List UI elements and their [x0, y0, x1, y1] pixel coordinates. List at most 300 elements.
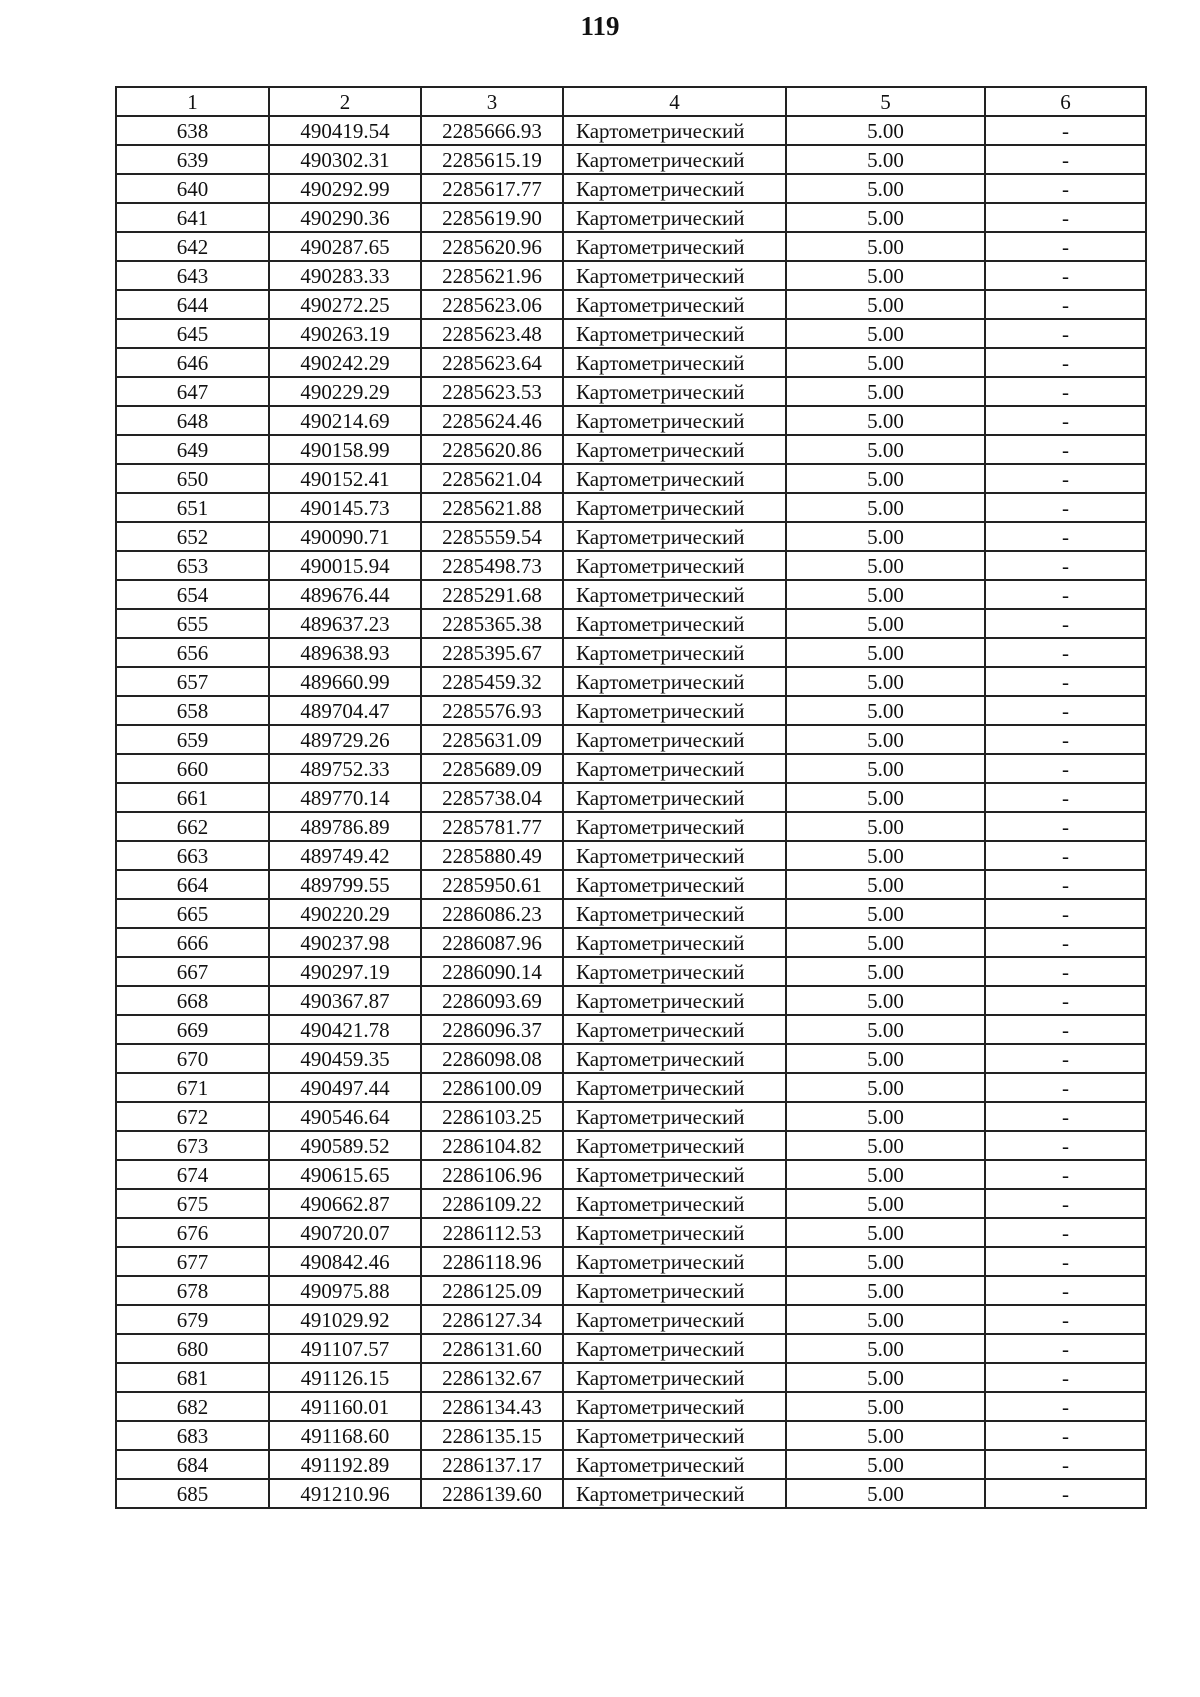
x-coordinate-cell: 490237.98	[269, 928, 421, 957]
method-cell: Картометрический	[563, 696, 786, 725]
x-coordinate-cell: 491126.15	[269, 1363, 421, 1392]
point-number-cell: 667	[116, 957, 269, 986]
note-cell: -	[985, 406, 1146, 435]
accuracy-cell: 5.00	[786, 1073, 985, 1102]
column-header-5: 5	[786, 87, 985, 116]
method-cell: Картометрический	[563, 464, 786, 493]
column-header-4: 4	[563, 87, 786, 116]
column-header-2: 2	[269, 87, 421, 116]
point-number-cell: 642	[116, 232, 269, 261]
note-cell: -	[985, 1305, 1146, 1334]
y-coordinate-cell: 2285576.93	[421, 696, 563, 725]
x-coordinate-cell: 490287.65	[269, 232, 421, 261]
table-row	[116, 174, 1146, 203]
note-cell: -	[985, 609, 1146, 638]
y-coordinate-cell: 2285624.46	[421, 406, 563, 435]
x-coordinate-cell: 489638.93	[269, 638, 421, 667]
y-coordinate-cell: 2285291.68	[421, 580, 563, 609]
method-cell: Картометрический	[563, 232, 786, 261]
table-row	[116, 1015, 1146, 1044]
point-number-cell: 649	[116, 435, 269, 464]
y-coordinate-cell: 2285781.77	[421, 812, 563, 841]
note-cell: -	[985, 174, 1146, 203]
x-coordinate-cell: 490214.69	[269, 406, 421, 435]
point-number-cell: 683	[116, 1421, 269, 1450]
table-row	[116, 1334, 1146, 1363]
table-row	[116, 754, 1146, 783]
x-coordinate-cell: 490842.46	[269, 1247, 421, 1276]
point-number-cell: 652	[116, 522, 269, 551]
note-cell: -	[985, 928, 1146, 957]
point-number-cell: 675	[116, 1189, 269, 1218]
point-number-cell: 681	[116, 1363, 269, 1392]
point-number-cell: 669	[116, 1015, 269, 1044]
y-coordinate-cell: 2286137.17	[421, 1450, 563, 1479]
method-cell: Картометрический	[563, 1073, 786, 1102]
method-cell: Картометрический	[563, 1131, 786, 1160]
point-number-cell: 655	[116, 609, 269, 638]
note-cell: -	[985, 1044, 1146, 1073]
accuracy-cell: 5.00	[786, 406, 985, 435]
x-coordinate-cell: 490292.99	[269, 174, 421, 203]
method-cell: Картометрический	[563, 1102, 786, 1131]
note-cell: -	[985, 667, 1146, 696]
table-row	[116, 638, 1146, 667]
note-cell: -	[985, 522, 1146, 551]
point-number-cell: 651	[116, 493, 269, 522]
table-row	[116, 435, 1146, 464]
point-number-cell: 638	[116, 116, 269, 145]
accuracy-cell: 5.00	[786, 1102, 985, 1131]
point-number-cell: 640	[116, 174, 269, 203]
note-cell: -	[985, 116, 1146, 145]
method-cell: Картометрический	[563, 667, 786, 696]
y-coordinate-cell: 2285623.64	[421, 348, 563, 377]
accuracy-cell: 5.00	[786, 1218, 985, 1247]
y-coordinate-cell: 2286118.96	[421, 1247, 563, 1276]
accuracy-cell: 5.00	[786, 493, 985, 522]
table-row	[116, 1479, 1146, 1508]
method-cell: Картометрический	[563, 551, 786, 580]
accuracy-cell: 5.00	[786, 754, 985, 783]
y-coordinate-cell: 2285498.73	[421, 551, 563, 580]
method-cell: Картометрический	[563, 116, 786, 145]
x-coordinate-cell: 490145.73	[269, 493, 421, 522]
accuracy-cell: 5.00	[786, 464, 985, 493]
y-coordinate-cell: 2285620.86	[421, 435, 563, 464]
table-row	[116, 725, 1146, 754]
table-row	[116, 928, 1146, 957]
table-row	[116, 580, 1146, 609]
method-cell: Картометрический	[563, 1276, 786, 1305]
note-cell: -	[985, 870, 1146, 899]
accuracy-cell: 5.00	[786, 522, 985, 551]
table-row	[116, 783, 1146, 812]
accuracy-cell: 5.00	[786, 1392, 985, 1421]
x-coordinate-cell: 489786.89	[269, 812, 421, 841]
y-coordinate-cell: 2285459.32	[421, 667, 563, 696]
accuracy-cell: 5.00	[786, 290, 985, 319]
method-cell: Картометрический	[563, 145, 786, 174]
accuracy-cell: 5.00	[786, 1305, 985, 1334]
table-row	[116, 145, 1146, 174]
table-row	[116, 464, 1146, 493]
y-coordinate-cell: 2285689.09	[421, 754, 563, 783]
table-row	[116, 841, 1146, 870]
note-cell: -	[985, 1421, 1146, 1450]
table-row	[116, 696, 1146, 725]
y-coordinate-cell: 2286103.25	[421, 1102, 563, 1131]
x-coordinate-cell: 489749.42	[269, 841, 421, 870]
method-cell: Картометрический	[563, 870, 786, 899]
point-number-cell: 661	[116, 783, 269, 812]
x-coordinate-cell: 490459.35	[269, 1044, 421, 1073]
method-cell: Картометрический	[563, 1363, 786, 1392]
y-coordinate-cell: 2285365.38	[421, 609, 563, 638]
accuracy-cell: 5.00	[786, 203, 985, 232]
y-coordinate-cell: 2285623.48	[421, 319, 563, 348]
x-coordinate-cell: 489752.33	[269, 754, 421, 783]
point-number-cell: 657	[116, 667, 269, 696]
table-row	[116, 1189, 1146, 1218]
point-number-cell: 658	[116, 696, 269, 725]
table-row	[116, 1305, 1146, 1334]
x-coordinate-cell: 490589.52	[269, 1131, 421, 1160]
table-row	[116, 1363, 1146, 1392]
note-cell: -	[985, 725, 1146, 754]
x-coordinate-cell: 491168.60	[269, 1421, 421, 1450]
accuracy-cell: 5.00	[786, 1421, 985, 1450]
table-row	[116, 290, 1146, 319]
note-cell: -	[985, 1363, 1146, 1392]
y-coordinate-cell: 2286106.96	[421, 1160, 563, 1189]
method-cell: Картометрический	[563, 783, 786, 812]
y-coordinate-cell: 2285623.06	[421, 290, 563, 319]
accuracy-cell: 5.00	[786, 551, 985, 580]
method-cell: Картометрический	[563, 841, 786, 870]
accuracy-cell: 5.00	[786, 1160, 985, 1189]
method-cell: Картометрический	[563, 1392, 786, 1421]
method-cell: Картометрический	[563, 1450, 786, 1479]
x-coordinate-cell: 489770.14	[269, 783, 421, 812]
table-row	[116, 667, 1146, 696]
accuracy-cell: 5.00	[786, 145, 985, 174]
x-coordinate-cell: 490220.29	[269, 899, 421, 928]
table-row	[116, 986, 1146, 1015]
accuracy-cell: 5.00	[786, 377, 985, 406]
note-cell: -	[985, 203, 1146, 232]
table-row	[116, 522, 1146, 551]
note-cell: -	[985, 1450, 1146, 1479]
point-number-cell: 666	[116, 928, 269, 957]
method-cell: Картометрический	[563, 1160, 786, 1189]
note-cell: -	[985, 1247, 1146, 1276]
point-number-cell: 656	[116, 638, 269, 667]
point-number-cell: 678	[116, 1276, 269, 1305]
x-coordinate-cell: 490272.25	[269, 290, 421, 319]
y-coordinate-cell: 2286098.08	[421, 1044, 563, 1073]
y-coordinate-cell: 2286125.09	[421, 1276, 563, 1305]
x-coordinate-cell: 490615.65	[269, 1160, 421, 1189]
note-cell: -	[985, 638, 1146, 667]
x-coordinate-cell: 491029.92	[269, 1305, 421, 1334]
y-coordinate-cell: 2285617.77	[421, 174, 563, 203]
y-coordinate-cell: 2285631.09	[421, 725, 563, 754]
x-coordinate-cell: 490158.99	[269, 435, 421, 464]
x-coordinate-cell: 490662.87	[269, 1189, 421, 1218]
y-coordinate-cell: 2285621.96	[421, 261, 563, 290]
method-cell: Картометрический	[563, 580, 786, 609]
x-coordinate-cell: 490229.29	[269, 377, 421, 406]
note-cell: -	[985, 812, 1146, 841]
y-coordinate-cell: 2286104.82	[421, 1131, 563, 1160]
table-row	[116, 1218, 1146, 1247]
table-row	[116, 1044, 1146, 1073]
x-coordinate-cell: 490283.33	[269, 261, 421, 290]
x-coordinate-cell: 490297.19	[269, 957, 421, 986]
y-coordinate-cell: 2286132.67	[421, 1363, 563, 1392]
note-cell: -	[985, 1392, 1146, 1421]
y-coordinate-cell: 2286131.60	[421, 1334, 563, 1363]
page-number: 119	[580, 11, 620, 41]
accuracy-cell: 5.00	[786, 1247, 985, 1276]
method-cell: Картометрический	[563, 928, 786, 957]
x-coordinate-cell: 491160.01	[269, 1392, 421, 1421]
method-cell: Картометрический	[563, 290, 786, 319]
x-coordinate-cell: 490975.88	[269, 1276, 421, 1305]
x-coordinate-cell: 489637.23	[269, 609, 421, 638]
note-cell: -	[985, 261, 1146, 290]
point-number-cell: 665	[116, 899, 269, 928]
table-row	[116, 1131, 1146, 1160]
y-coordinate-cell: 2285559.54	[421, 522, 563, 551]
y-coordinate-cell: 2286100.09	[421, 1073, 563, 1102]
accuracy-cell: 5.00	[786, 986, 985, 1015]
x-coordinate-cell: 489660.99	[269, 667, 421, 696]
accuracy-cell: 5.00	[786, 348, 985, 377]
x-coordinate-cell: 490421.78	[269, 1015, 421, 1044]
point-number-cell: 654	[116, 580, 269, 609]
point-number-cell: 674	[116, 1160, 269, 1189]
note-cell: -	[985, 348, 1146, 377]
table-row	[116, 609, 1146, 638]
method-cell: Картометрический	[563, 1305, 786, 1334]
point-number-cell: 644	[116, 290, 269, 319]
note-cell: -	[985, 1160, 1146, 1189]
point-number-cell: 673	[116, 1131, 269, 1160]
accuracy-cell: 5.00	[786, 783, 985, 812]
table-row	[116, 812, 1146, 841]
note-cell: -	[985, 290, 1146, 319]
note-cell: -	[985, 551, 1146, 580]
method-cell: Картометрический	[563, 1189, 786, 1218]
point-number-cell: 668	[116, 986, 269, 1015]
y-coordinate-cell: 2285395.67	[421, 638, 563, 667]
note-cell: -	[985, 232, 1146, 261]
x-coordinate-cell: 490242.29	[269, 348, 421, 377]
x-coordinate-cell: 490419.54	[269, 116, 421, 145]
point-number-cell: 647	[116, 377, 269, 406]
x-coordinate-cell: 490152.41	[269, 464, 421, 493]
point-number-cell: 682	[116, 1392, 269, 1421]
column-header-3: 3	[421, 87, 563, 116]
note-cell: -	[985, 464, 1146, 493]
method-cell: Картометрический	[563, 319, 786, 348]
table-row	[116, 1421, 1146, 1450]
method-cell: Картометрический	[563, 1218, 786, 1247]
accuracy-cell: 5.00	[786, 116, 985, 145]
note-cell: -	[985, 145, 1146, 174]
note-cell: -	[985, 1102, 1146, 1131]
accuracy-cell: 5.00	[786, 696, 985, 725]
accuracy-cell: 5.00	[786, 1015, 985, 1044]
note-cell: -	[985, 1015, 1146, 1044]
note-cell: -	[985, 493, 1146, 522]
point-number-cell: 641	[116, 203, 269, 232]
table-row	[116, 899, 1146, 928]
accuracy-cell: 5.00	[786, 1131, 985, 1160]
table-row	[116, 1247, 1146, 1276]
note-cell: -	[985, 580, 1146, 609]
accuracy-cell: 5.00	[786, 319, 985, 348]
point-number-cell: 679	[116, 1305, 269, 1334]
point-number-cell: 653	[116, 551, 269, 580]
point-number-cell: 650	[116, 464, 269, 493]
accuracy-cell: 5.00	[786, 435, 985, 464]
accuracy-cell: 5.00	[786, 1334, 985, 1363]
method-cell: Картометрический	[563, 435, 786, 464]
method-cell: Картометрический	[563, 1334, 786, 1363]
note-cell: -	[985, 783, 1146, 812]
table-row	[116, 348, 1146, 377]
y-coordinate-cell: 2285738.04	[421, 783, 563, 812]
x-coordinate-cell: 490015.94	[269, 551, 421, 580]
accuracy-cell: 5.00	[786, 812, 985, 841]
accuracy-cell: 5.00	[786, 1479, 985, 1508]
accuracy-cell: 5.00	[786, 580, 985, 609]
method-cell: Картометрический	[563, 1044, 786, 1073]
method-cell: Картометрический	[563, 493, 786, 522]
note-cell: -	[985, 1276, 1146, 1305]
table-row	[116, 319, 1146, 348]
x-coordinate-cell: 489676.44	[269, 580, 421, 609]
point-number-cell: 639	[116, 145, 269, 174]
table-row	[116, 261, 1146, 290]
method-cell: Картометрический	[563, 1479, 786, 1508]
note-cell: -	[985, 377, 1146, 406]
point-number-cell: 684	[116, 1450, 269, 1479]
x-coordinate-cell: 489704.47	[269, 696, 421, 725]
y-coordinate-cell: 2286090.14	[421, 957, 563, 986]
point-number-cell: 659	[116, 725, 269, 754]
accuracy-cell: 5.00	[786, 725, 985, 754]
method-cell: Картометрический	[563, 174, 786, 203]
x-coordinate-cell: 491107.57	[269, 1334, 421, 1363]
accuracy-cell: 5.00	[786, 1363, 985, 1392]
accuracy-cell: 5.00	[786, 609, 985, 638]
y-coordinate-cell: 2285666.93	[421, 116, 563, 145]
method-cell: Картометрический	[563, 348, 786, 377]
accuracy-cell: 5.00	[786, 1450, 985, 1479]
y-coordinate-cell: 2286109.22	[421, 1189, 563, 1218]
x-coordinate-cell: 490290.36	[269, 203, 421, 232]
point-number-cell: 660	[116, 754, 269, 783]
table-row	[116, 406, 1146, 435]
accuracy-cell: 5.00	[786, 174, 985, 203]
method-cell: Картометрический	[563, 1015, 786, 1044]
y-coordinate-cell: 2286134.43	[421, 1392, 563, 1421]
note-cell: -	[985, 696, 1146, 725]
y-coordinate-cell: 2286112.53	[421, 1218, 563, 1247]
method-cell: Картометрический	[563, 1421, 786, 1450]
table-row	[116, 203, 1146, 232]
method-cell: Картометрический	[563, 638, 786, 667]
point-number-cell: 671	[116, 1073, 269, 1102]
accuracy-cell: 5.00	[786, 841, 985, 870]
note-cell: -	[985, 1131, 1146, 1160]
method-cell: Картометрический	[563, 609, 786, 638]
accuracy-cell: 5.00	[786, 928, 985, 957]
method-cell: Картометрический	[563, 812, 786, 841]
method-cell: Картометрический	[563, 406, 786, 435]
method-cell: Картометрический	[563, 899, 786, 928]
table-row	[116, 1073, 1146, 1102]
accuracy-cell: 5.00	[786, 1189, 985, 1218]
accuracy-cell: 5.00	[786, 261, 985, 290]
accuracy-cell: 5.00	[786, 870, 985, 899]
table-row	[116, 1450, 1146, 1479]
point-number-cell: 672	[116, 1102, 269, 1131]
column-header-6: 6	[985, 87, 1146, 116]
table-row	[116, 232, 1146, 261]
y-coordinate-cell: 2285619.90	[421, 203, 563, 232]
y-coordinate-cell: 2285620.96	[421, 232, 563, 261]
y-coordinate-cell: 2285615.19	[421, 145, 563, 174]
x-coordinate-cell: 490497.44	[269, 1073, 421, 1102]
point-number-cell: 664	[116, 870, 269, 899]
point-number-cell: 670	[116, 1044, 269, 1073]
table-row	[116, 870, 1146, 899]
note-cell: -	[985, 1189, 1146, 1218]
accuracy-cell: 5.00	[786, 1044, 985, 1073]
x-coordinate-cell: 489799.55	[269, 870, 421, 899]
point-number-cell: 662	[116, 812, 269, 841]
accuracy-cell: 5.00	[786, 899, 985, 928]
method-cell: Картометрический	[563, 986, 786, 1015]
point-number-cell: 677	[116, 1247, 269, 1276]
point-number-cell: 646	[116, 348, 269, 377]
note-cell: -	[985, 1334, 1146, 1363]
table-row	[116, 551, 1146, 580]
note-cell: -	[985, 435, 1146, 464]
method-cell: Картометрический	[563, 522, 786, 551]
accuracy-cell: 5.00	[786, 957, 985, 986]
note-cell: -	[985, 1218, 1146, 1247]
y-coordinate-cell: 2286093.69	[421, 986, 563, 1015]
y-coordinate-cell: 2286096.37	[421, 1015, 563, 1044]
point-number-cell: 643	[116, 261, 269, 290]
method-cell: Картометрический	[563, 957, 786, 986]
y-coordinate-cell: 2286139.60	[421, 1479, 563, 1508]
point-number-cell: 645	[116, 319, 269, 348]
point-number-cell: 676	[116, 1218, 269, 1247]
y-coordinate-cell: 2285950.61	[421, 870, 563, 899]
x-coordinate-cell: 490090.71	[269, 522, 421, 551]
method-cell: Картометрический	[563, 377, 786, 406]
y-coordinate-cell: 2286087.96	[421, 928, 563, 957]
column-header-1: 1	[116, 87, 269, 116]
coordinates-table	[115, 86, 1147, 1509]
